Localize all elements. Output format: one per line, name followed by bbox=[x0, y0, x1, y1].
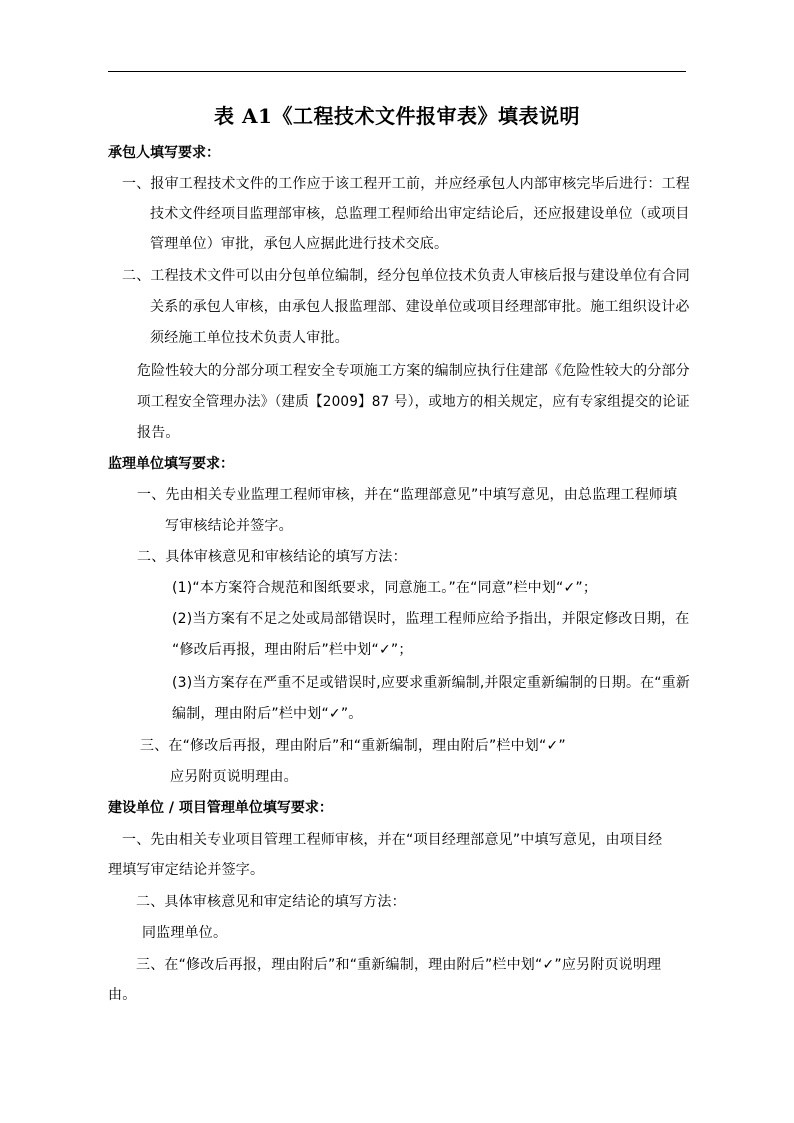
paragraph-line: 二、具体审核意见和审核结论的填写方法： bbox=[137, 549, 407, 565]
paragraph-line: 写审核结论并签字。 bbox=[165, 518, 293, 534]
paragraph-line: “修改后再报，理由附后”栏中划“✓”； bbox=[172, 642, 413, 658]
paragraph-line: 理填写审定结论并签字。 bbox=[108, 862, 265, 878]
paragraph-line: 同监理单位。 bbox=[142, 925, 228, 941]
paragraph-line: (2)当方案有不足之处或局部错误时，监理工程师应给予指出，并限定修改日期，在 bbox=[172, 611, 690, 627]
paragraph-line: 二、工程技术文件可以由分包单位编制，经分包单位技术负责人审核后报与建设单位有合同 bbox=[122, 268, 690, 284]
header-rule bbox=[108, 71, 686, 72]
section-heading-contractor: 承包人填写要求： bbox=[108, 145, 220, 161]
paragraph-line: 管理单位）审批，承包人应据此进行技术交底。 bbox=[150, 236, 449, 252]
paragraph-line: 由。 bbox=[108, 987, 137, 1003]
paragraph-line: 危险性较大的分部分项工程安全专项施工方案的编制应执行住建部《危险性较大的分部分 bbox=[137, 363, 690, 379]
paragraph-line: (3)当方案存在严重不足或错误时,应要求重新编制,并限定重新编制的日期。在“重新 bbox=[172, 675, 691, 691]
paragraph-line: 须经施工单位技术负责人审批。 bbox=[150, 330, 349, 346]
paragraph-line: 一、先由相关专业项目管理工程师审核，并在“项目经理部意见”中填写意见，由项目经 bbox=[122, 832, 663, 848]
paragraph-line: 技术文件经项目监理部审核，总监理工程师给出审定结论后，还应报建设单位（或项目 bbox=[150, 206, 690, 222]
paragraph-line: 三、在“修改后再报，理由附后”和“重新编制，理由附后”栏中划“✓” bbox=[140, 738, 566, 754]
paragraph-line: 一、先由相关专业监理工程师审核，并在“监理部意见”中填写意见，由总监理工程师填 bbox=[137, 487, 678, 503]
paragraph-line: 编制，理由附后”栏中划“✓”。 bbox=[172, 706, 363, 722]
paragraph-line: 关系的承包人审核，由承包人报监理部、建设单位或项目经理部审批。施工组织设计必 bbox=[150, 299, 690, 315]
paragraph-line: (1)“本方案符合规范和图纸要求，同意施工。”在“同意”栏中划“✓”； bbox=[172, 580, 598, 596]
paragraph-line: 二、具体审核意见和审定结论的填写方法： bbox=[136, 894, 406, 910]
page-title: 表 A1《工程技术文件报审表》填表说明 bbox=[214, 104, 580, 128]
paragraph-line: 一、报审工程技术文件的工作应于该工程开工前，并应经承包人内部审核完毕后进行：工程 bbox=[122, 176, 690, 192]
paragraph-line: 项工程安全管理办法》（建质【2009】87 号），或地方的相关规定，应有专家组提交的论证 bbox=[137, 394, 690, 410]
paragraph-line: 应另附页说明理由。 bbox=[170, 769, 298, 785]
paragraph-line: 三、在“修改后再报，理由附后”和“重新编制，理由附后”栏中划“✓”应另附页说明理 bbox=[136, 957, 662, 973]
paragraph-line: 报告。 bbox=[137, 425, 180, 441]
section-heading-supervisor: 监理单位填写要求： bbox=[108, 456, 234, 472]
section-heading-owner: 建设单位 / 项目管理单位填写要求： bbox=[108, 800, 333, 816]
